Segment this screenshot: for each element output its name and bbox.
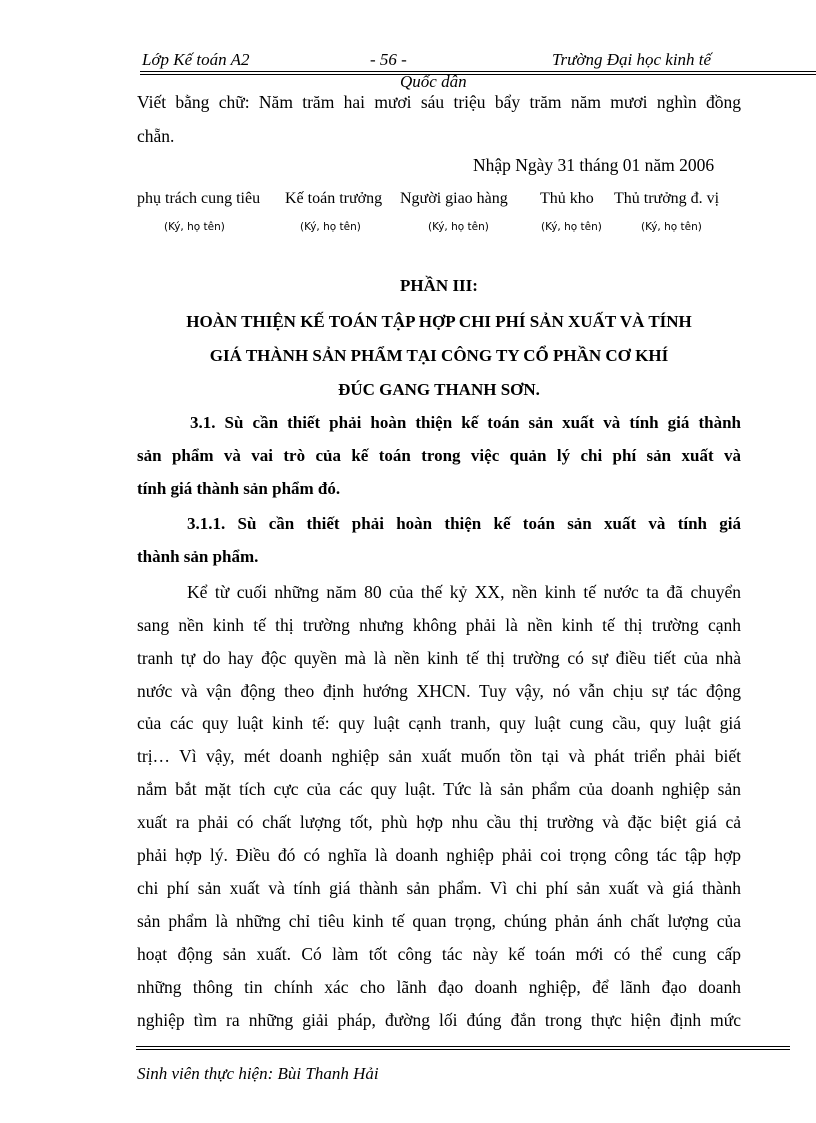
part-title-line: HOÀN THIỆN KẾ TOÁN TẬP HỢP CHI PHÍ SẢN XUẤT VÀ TÍNH	[186, 312, 692, 331]
paragraph-line: sang nền kinh tế thị trường nhưng không phải là nền kinh tế thị trường cạnh	[137, 615, 741, 635]
header-rule	[140, 71, 816, 72]
footer-author: Sinh viên thực hiện: Bùi Thanh Hải	[137, 1064, 379, 1083]
amount-words-line-2: chẵn.	[137, 126, 175, 146]
header-university: Trường Đại học kinh tế	[552, 50, 712, 69]
signature-role: Người giao hàng	[400, 190, 508, 207]
header-class: Lớp Kế toán A2	[142, 50, 250, 69]
paragraph-line: phải hợp lý. Điều đó có nghĩa là doanh nghiệp phải coi trọng công tác tập hợp	[137, 845, 741, 865]
paragraph-line: trị… Vì vậy, mét doanh nghiệp sản xuất muốn tồn tại và phát triển phải biết	[137, 746, 741, 766]
part-title-line: ĐÚC GANG THANH SƠN.	[338, 380, 540, 399]
signature-note: (Ký, họ tên)	[164, 221, 225, 233]
paragraph-line: nghiệp tìm ra những giải pháp, đường lối đúng đắn trong thực hiện định mức	[137, 1010, 741, 1030]
section-3-1-title: tính giá thành sản phẩm đó.	[137, 479, 341, 498]
paragraph-line: tranh tự do hay độc quyền mà là nền kinh tế thị trường có sự điều tiết của nhà	[137, 648, 741, 668]
amount-words-line-1: Viết bằng chữ: Năm trăm hai mươi sáu triệu bẩy trăm năm mươi nghìn đồng	[137, 92, 741, 112]
paragraph-line: sản phẩm là những chỉ tiêu kinh tế quan trọng, chúng phản ánh chất lượng của	[137, 911, 741, 931]
paragraph-line: của các quy luật kinh tế: quy luật cạnh tranh, quy luật cung cầu, quy luật giá	[137, 713, 741, 733]
footer-rule	[136, 1046, 790, 1047]
signature-note: (Ký, họ tên)	[300, 221, 361, 233]
part-label: PHẦN III:	[400, 276, 478, 295]
header-rule-2	[140, 74, 816, 75]
signature-role: Thủ trưởng đ. vị	[614, 190, 720, 207]
signature-role: Thủ kho	[540, 190, 594, 207]
signature-role: Kế toán trưởng	[285, 190, 383, 207]
signature-note: (Ký, họ tên)	[641, 221, 702, 233]
paragraph-line: những thông tin chính xác cho lãnh đạo doanh nghiệp, để lãnh đạo doanh	[137, 977, 741, 997]
date-line: Nhập Ngày 31 tháng 01 năm 2006	[473, 155, 715, 175]
section-3-1-title: 3.1. Sù cần thiết phải hoàn thiện kế toán sản xuất và tính giá thành	[190, 413, 741, 432]
signature-role: phụ trách cung tiêu	[137, 190, 261, 207]
footer-rule-2	[136, 1049, 790, 1050]
section-3-1-title: sản phẩm và vai trò của kế toán trong việc quản lý chi phí sản xuất và	[137, 446, 741, 465]
paragraph-line: Kể từ cuối những năm 80 của thế kỷ XX, nền kinh tế nước ta đã chuyển	[187, 582, 741, 602]
signature-note: (Ký, họ tên)	[428, 221, 489, 233]
section-3-1-1-title: 3.1.1. Sù cần thiết phải hoàn thiện kế toán sản xuất và tính giá	[187, 514, 741, 533]
part-title-line: GIÁ THÀNH SẢN PHẨM TẠI CÔNG TY CỔ PHẦN CƠ KHÍ	[209, 346, 669, 365]
header-university-cont: Quốc dân	[400, 72, 467, 91]
paragraph-line: hoạt động sản xuất. Có làm tốt công tác này kế toán mới có thể cung cấp	[137, 944, 741, 964]
paragraph-line: xuất ra phải có chất lượng tốt, phù hợp nhu cầu thị trường và đặc biệt giá cả	[137, 812, 741, 832]
paragraph-line: nước và vận động theo định hướng XHCN. Tuy vậy, nó vẫn chịu sự tác động	[137, 681, 741, 701]
section-3-1-1-title: thành sản phẩm.	[137, 547, 259, 566]
page-number: - 56 -	[370, 50, 407, 69]
paragraph-line: chi phí sản xuất và tính giá thành sản phẩm. Vì chi phí sản xuất và giá thành	[137, 878, 741, 898]
signature-note: (Ký, họ tên)	[541, 221, 602, 233]
paragraph-line: nắm bắt mặt tích cực của các quy luật. Tức là sản phẩm của doanh nghiệp sản	[137, 779, 741, 799]
